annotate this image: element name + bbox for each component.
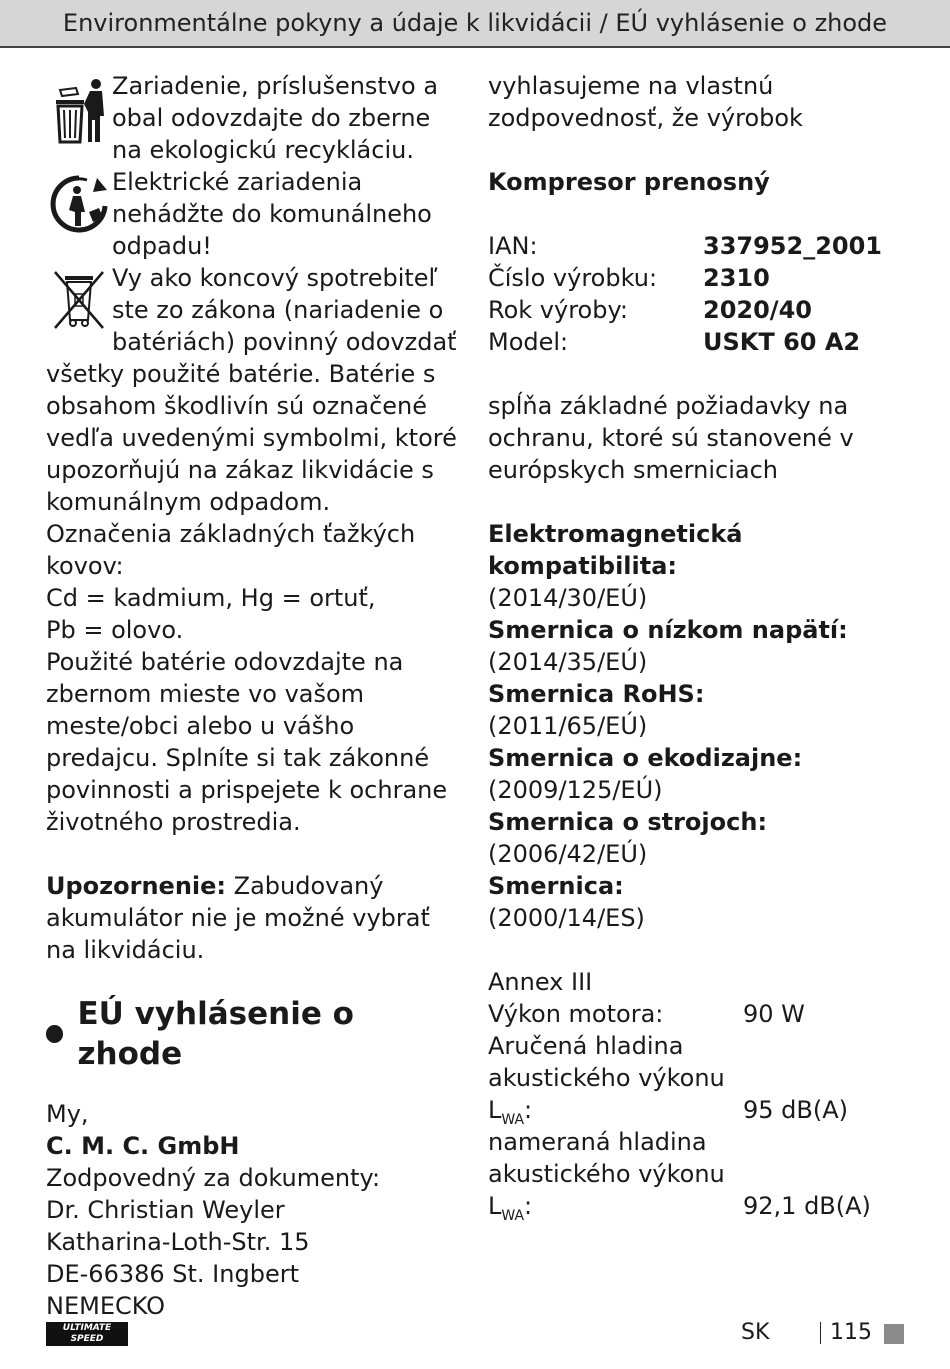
- directive-label: Elektromagnetická kompatibilita:: [488, 520, 743, 580]
- page-number: 115: [830, 1320, 872, 1345]
- bullet-icon: [46, 1025, 63, 1043]
- measured-lwa-row: [488, 1190, 908, 1222]
- right-column: [488, 70, 908, 1222]
- directive-number: (2009/125/EÚ): [488, 776, 663, 804]
- spec-label: Rok výroby:: [488, 296, 629, 324]
- weee-row: [46, 166, 458, 262]
- spec-value: 2310: [703, 264, 770, 292]
- directive-label: Smernica o ekodizajne:: [488, 744, 803, 772]
- directive-number: (2000/14/ES): [488, 904, 645, 932]
- responsible-person: Dr. Christian Weyler: [46, 1196, 285, 1224]
- left-column: [46, 70, 458, 1322]
- guaranteed-level-line2: akustického výkonu: [488, 1064, 725, 1092]
- motor-power-row: [488, 998, 908, 1030]
- spec-row: [488, 230, 908, 262]
- motor-power-label: Výkon motora:: [488, 1000, 664, 1028]
- directive-number: (2006/42/EÚ): [488, 840, 648, 868]
- directive-number: (2014/30/EÚ): [488, 584, 648, 612]
- directive-label: Smernica o nízkom napätí:: [488, 616, 848, 644]
- battery-paragraph-start: Vy ako koncový spotrebiteľ ste zo zákona (nariadenie o batériách) povinný odovzdať: [112, 264, 457, 356]
- note-label: Upozornenie:: [46, 872, 226, 900]
- recycle-paragraph: Zariadenie, príslušenstvo a obal odovzdajte do zberne na ekologickú recykláciu.: [112, 72, 439, 164]
- section-heading-text: EÚ vyhlásenie o zhode: [77, 996, 354, 1072]
- measured-level-line1: nameraná hladina: [488, 1128, 707, 1156]
- product-name: Kompresor prenosný: [488, 168, 770, 196]
- address-country: NEMECKO: [46, 1292, 166, 1320]
- responsible-label: Zodpovedný za dokumenty:: [46, 1164, 381, 1192]
- guaranteed-level-line1: Aručená hladina: [488, 1032, 684, 1060]
- spec-row: [488, 294, 908, 326]
- brand-logo: ULTIMATE SPEED: [46, 1322, 128, 1346]
- heavy-metals-line2: Pb = olovo.: [46, 616, 184, 644]
- annex-line: Annex III: [488, 968, 593, 996]
- section-heading: [46, 994, 458, 1074]
- lwa-label: $L_{WA}$:: [488, 1096, 533, 1128]
- directive-label: Smernica o strojoch:: [488, 808, 768, 836]
- we-line: My,: [46, 1100, 89, 1128]
- spec-row: [488, 326, 908, 358]
- recycle-bin-row: [46, 70, 458, 166]
- directive-label: Smernica:: [488, 872, 624, 900]
- battery-row: [46, 262, 458, 358]
- language-code: SK: [741, 1320, 770, 1345]
- company-name: C. M. C. GmbH: [46, 1132, 240, 1160]
- recycling-arrows-icon: [46, 166, 112, 262]
- conformity-text: spĺňa základné požiadavky na ochranu, ktoré sú stanovené v európskych smerniciach: [488, 392, 854, 484]
- directive-label: Smernica RoHS:: [488, 680, 705, 708]
- battery-paragraph-cont: všetky použité batérie. Batérie s obsahom škodlivín sú označené vedľa uvedenými symbolmi, ktoré upozorňujú na zákaz likvidácie s komunálnym odpadom. Označenia základných ťažkých kovov:: [46, 360, 457, 580]
- heavy-metals-line1: Cd = kadmium, Hg = ortuť,: [46, 584, 376, 612]
- note-paragraph: [46, 870, 458, 966]
- weee-paragraph: Elektrické zariadenia nehádžte do komunálneho odpadu!: [112, 168, 432, 260]
- crossed-bin-icon: [46, 262, 112, 358]
- spec-label: IAN:: [488, 232, 538, 260]
- guaranteed-lwa-value: 95 dB(A): [743, 1096, 849, 1124]
- page-marker: [884, 1324, 904, 1344]
- directive-number: (2014/35/EÚ): [488, 648, 648, 676]
- note-text: Zabudovaný akumulátor nie je možné vybrať na likvidáciu.: [46, 872, 430, 964]
- directive-number: (2011/65/EÚ): [488, 712, 648, 740]
- spec-row: [488, 262, 908, 294]
- address-city: DE-66386 St. Ingbert: [46, 1260, 299, 1288]
- spec-value: 2020/40: [703, 296, 812, 324]
- measured-level-line2: akustického výkonu: [488, 1160, 725, 1188]
- footer-divider: [820, 1322, 821, 1344]
- address-street: Katharina-Loth-Str. 15: [46, 1228, 310, 1256]
- motor-power-value: 90 W: [743, 1000, 805, 1028]
- declaration-text: vyhlasujeme na vlastnú zodpovednosť, že výrobok: [488, 72, 803, 132]
- lwa-label: $L_{WA}$:: [488, 1192, 533, 1224]
- guaranteed-lwa-row: [488, 1094, 908, 1126]
- recycle-bin-icon: [46, 70, 112, 166]
- header-title: Environmentálne pokyny a údaje k likvidácii / EÚ vyhlásenie o zhode: [62, 9, 888, 37]
- battery-disposal-paragraph: Použité batérie odovzdajte na zbernom mieste vo vašom meste/obci alebo u vášho predajcu. Splníte si tak zákonné povinnosti a prispejete k ochrane životného prostredia.: [46, 648, 448, 836]
- spec-value: USKT 60 A2: [703, 328, 861, 356]
- spec-label: Číslo výrobku:: [488, 264, 658, 292]
- measured-lwa-value: 92,1 dB(A): [743, 1192, 871, 1220]
- spec-value: 337952_2001: [703, 232, 882, 260]
- page-header: [0, 0, 950, 48]
- spec-label: Model:: [488, 328, 569, 356]
